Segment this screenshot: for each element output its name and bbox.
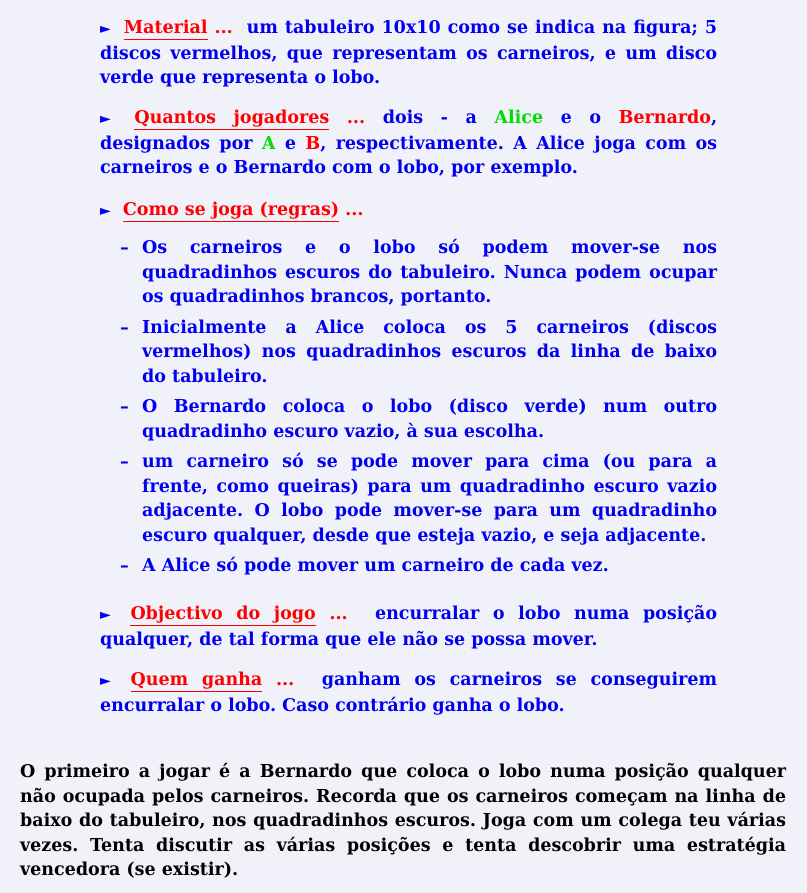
player-alice: Alice [494, 108, 544, 128]
winner-text: ganham os carneiros se conseguirem encurralar o lobo. Caso contrário ganha o lobo. [100, 670, 718, 716]
section-players [100, 106, 717, 181]
rule-text: Inicialmente a Alice coloca os 5 carneiros (discos vermelhos) nos quadradinhos escuros da linha de baixo do tabuleiro. [142, 317, 717, 387]
objective-text: encurralar o lobo numa posição qualquer, de tal forma que ele não se possa mover. [100, 604, 718, 650]
bullet-triangle-icon: ► [100, 21, 111, 37]
rule-text: um carneiro só se pode mover para cima (ou para a frente, como queiras) para um quadradinho escuro vazio adjacente. O lobo pode mover-se para um quadradinho escuro qualquer, desde que esteja vazio, e seja adjacente. [142, 452, 717, 546]
section-winner [100, 668, 717, 718]
players-text: , designados por [100, 108, 718, 154]
rules-heading: Como se joga (regras) [122, 200, 340, 220]
rule-item [120, 450, 717, 548]
player-letter-b: B [305, 133, 321, 154]
section-material [100, 16, 717, 91]
material-heading: Material [123, 18, 208, 38]
bullet-triangle-icon: ► [100, 607, 111, 623]
rules-ellipsis: ... [345, 200, 364, 220]
rule-item [120, 554, 717, 579]
players-text: , respectivamente. A Alice joga com os carneiros e o Bernardo com o lobo, por exemplo. [100, 133, 718, 178]
rule-text: A Alice só pode mover um carneiro de cada vez. [142, 556, 609, 576]
dash-icon: – [120, 452, 129, 472]
rule-item [120, 395, 717, 444]
rule-text: Os carneiros e o lobo só podem mover-se nos quadradinhos escuros do tabuleiro. Nunca podem ocupar os quadradinhos brancos, portanto. [142, 238, 717, 307]
winner-heading: Quem ganha [130, 670, 263, 690]
material-ellipsis: ... [214, 18, 233, 38]
material-text: um tabuleiro 10x10 como se indica na figura; 5 discos vermelhos, que representam os carneiros, e um disco verde que representa o lobo. [100, 18, 718, 88]
objective-heading: Objectivo do jogo [130, 604, 316, 624]
players-ellipsis: ... [346, 108, 366, 128]
section-objective [100, 602, 717, 652]
objective-ellipsis: ... [329, 604, 348, 624]
bullet-triangle-icon: ► [100, 111, 111, 127]
players-text: e o [560, 108, 602, 128]
dash-icon: – [120, 556, 129, 576]
bullet-triangle-icon: ► [100, 203, 111, 219]
player-bernardo: Bernardo [618, 108, 711, 128]
dash-icon: – [120, 397, 129, 417]
rule-text: O Bernardo coloca o lobo (disco verde) num outro quadradinho escuro vazio, à sua escolha. [142, 397, 717, 442]
player-letter-a: A [261, 133, 276, 154]
section-rules-heading [100, 198, 717, 224]
rule-item [120, 236, 717, 310]
players-text: dois - a [382, 108, 477, 128]
bullet-triangle-icon: ► [100, 673, 111, 689]
rule-item [120, 316, 717, 390]
dash-icon: – [120, 238, 129, 258]
footer-paragraph: O primeiro a jogar é a Bernardo que coloca o lobo numa posição qualquer não ocupada pelos carneiros. Recorda que os carneiros começam na linha de baixo do tabuleiro, nos quadradinhos escuros. Joga com um colega teu várias vezes. Tenta discutir as várias posições e tenta descobrir uma estratégia vencedora (se existir). [20, 762, 786, 880]
players-heading: Quantos jogadores [134, 108, 330, 128]
players-text: e [284, 133, 296, 154]
rules-list [120, 236, 717, 585]
winner-ellipsis: ... [275, 670, 295, 690]
dash-icon: – [120, 317, 129, 338]
